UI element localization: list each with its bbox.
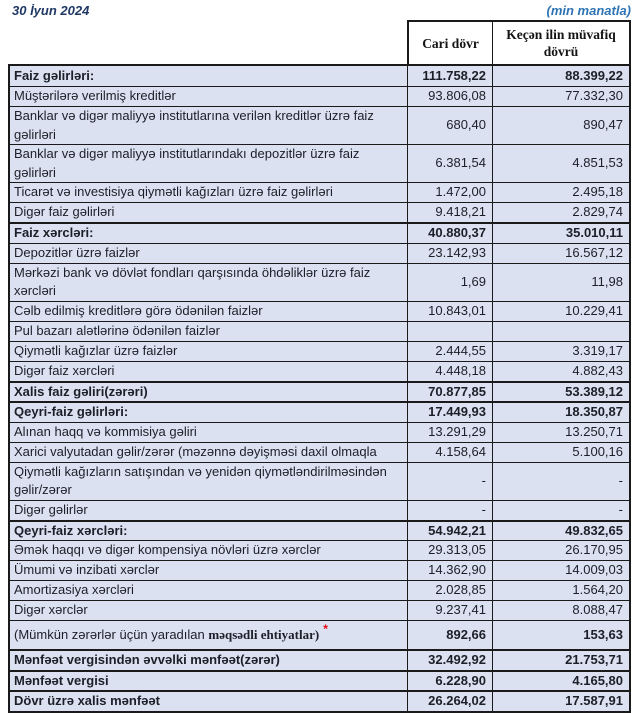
row-label: Amortizasiya xərcləri xyxy=(14,582,134,598)
unit-note: (min manatla) xyxy=(546,3,631,18)
row-label-cell xyxy=(10,66,407,86)
current-period-value: 70.877,85 xyxy=(407,383,492,402)
previous-period-value: 16.567,12 xyxy=(492,244,629,263)
row-label-wrap xyxy=(14,203,118,222)
table-row xyxy=(10,690,629,711)
row-label-cell xyxy=(10,224,407,243)
current-period-value: 54.942,21 xyxy=(407,522,492,541)
current-period-value: 9.418,21 xyxy=(407,203,492,222)
current-period-value: 40.880,37 xyxy=(407,224,492,243)
row-label: Faiz gəlirləri: xyxy=(14,67,95,83)
row-label-wrap xyxy=(14,522,131,541)
previous-period-value: 5.100,16 xyxy=(492,443,629,462)
current-period-value: 4.448,18 xyxy=(407,362,492,381)
row-label-cell xyxy=(10,362,407,381)
column-header-previous-period: Keçən ilin müvafiq dövrü xyxy=(492,20,631,64)
current-period-value: 10.843,01 xyxy=(407,302,492,321)
row-label: Qiymətli kağızlar üzrə faizlər xyxy=(14,342,178,358)
table-row xyxy=(10,341,629,361)
previous-period-value: 3.319,17 xyxy=(492,342,629,361)
current-period-value: 1.472,00 xyxy=(407,183,492,202)
previous-period-value: - xyxy=(492,501,629,520)
current-period-value: 6.228,90 xyxy=(407,672,492,691)
row-label-cell xyxy=(10,561,407,580)
table-row xyxy=(10,422,629,442)
current-period-value: 29.313,05 xyxy=(407,541,492,560)
previous-period-value: 153,63 xyxy=(492,621,629,649)
row-label-cell xyxy=(10,692,407,711)
table-row xyxy=(10,361,629,381)
previous-period-value: 4.851,53 xyxy=(492,145,629,182)
current-period-value: 9.237,41 xyxy=(407,601,492,620)
table-row xyxy=(10,670,629,691)
table-row xyxy=(10,243,629,263)
row-label: Banklar və digər maliyyə institutlarındakı depozitlər üzrə faiz gəlirləri xyxy=(14,146,360,180)
row-label: Depozitlər üzrə faizlər xyxy=(14,244,140,260)
row-label-wrap xyxy=(14,672,113,691)
row-label-wrap xyxy=(14,224,98,243)
row-label: Mənfəət vergisindən əvvəlki mənfəət(zərər) xyxy=(14,652,280,667)
row-label-cell xyxy=(10,443,407,462)
previous-period-value xyxy=(492,322,629,341)
current-period-value: - xyxy=(407,501,492,520)
row-label: Pul bazarı alətlərinə ödənilən faizlər xyxy=(14,322,220,338)
row-label-cell xyxy=(10,672,407,691)
table-row xyxy=(10,500,629,520)
table-row xyxy=(10,442,629,462)
row-label-wrap xyxy=(14,443,381,462)
table-row xyxy=(10,263,629,301)
row-label: Ümumi və inzibati xərclər xyxy=(14,562,160,578)
row-label-cell xyxy=(10,244,407,263)
table-row xyxy=(10,182,629,202)
current-period-value: 93.806,08 xyxy=(407,87,492,106)
row-label: Mərkəzi bank və dövlət fondları qarşısında öhdəliklər üzrə faiz xərcləri xyxy=(14,264,371,298)
current-period-value: 2.444,55 xyxy=(407,342,492,361)
table-row xyxy=(10,580,629,600)
previous-period-value: 26.170,95 xyxy=(492,541,629,560)
row-label-wrap xyxy=(14,322,224,341)
previous-period-value: 49.832,65 xyxy=(492,522,629,541)
previous-period-value: 35.010,11 xyxy=(492,224,629,243)
row-label: Cəlb edilmiş kreditlərə görə ödənilən faizlər xyxy=(14,302,263,318)
current-period-value: 680,40 xyxy=(407,107,492,144)
previous-period-value: 11,98 xyxy=(492,264,629,301)
row-label-wrap xyxy=(14,423,201,442)
table-row xyxy=(10,202,629,222)
table-row xyxy=(10,321,629,341)
table-row xyxy=(10,540,629,560)
table-row xyxy=(10,520,629,541)
row-label-wrap xyxy=(14,403,132,422)
current-period-value: 26.264,02 xyxy=(407,692,492,711)
table-row xyxy=(10,401,629,422)
row-label: Banklar və digər maliyyə institutlarına verilən kreditlər üzrə faiz gəlirləri xyxy=(14,108,374,142)
table-row xyxy=(10,222,629,243)
previous-period-value: 4.165,80 xyxy=(492,672,629,691)
previous-period-value: 890,47 xyxy=(492,107,629,144)
current-period-value: 32.492,92 xyxy=(407,651,492,670)
row-label: Müştərilərə verilmiş kreditlər xyxy=(14,88,176,104)
table-row xyxy=(10,600,629,620)
row-label-wrap xyxy=(14,302,267,321)
row-label-wrap xyxy=(14,362,118,381)
row-label-wrap xyxy=(14,601,92,620)
table-row xyxy=(10,620,629,649)
previous-period-value: 2.495,18 xyxy=(492,183,629,202)
row-label-cell xyxy=(10,501,407,520)
row-label: Faiz xərcləri: xyxy=(14,225,94,240)
current-period-value: 892,66 xyxy=(407,621,492,649)
row-label-cell xyxy=(10,621,407,649)
row-label-serif: məqsədli ehtiyatlar) xyxy=(208,626,320,642)
current-period-value: 6.381,54 xyxy=(407,145,492,182)
current-period-value: 4.158,64 xyxy=(407,443,492,462)
table-row xyxy=(10,66,629,86)
previous-period-value: 2.829,74 xyxy=(492,203,629,222)
footnote-asterisk: * xyxy=(323,622,328,637)
table-row xyxy=(10,649,629,670)
row-label-cell xyxy=(10,403,407,422)
row-label-cell xyxy=(10,541,407,560)
row-label: Mənfəət vergisi xyxy=(14,672,109,688)
current-period-value: 14.362,90 xyxy=(407,561,492,580)
row-label-cell xyxy=(10,302,407,321)
table-header xyxy=(8,20,631,64)
row-label-cell xyxy=(10,463,407,500)
table-row xyxy=(10,301,629,321)
row-label: Dövr üzrə xalis mənfəət xyxy=(14,693,160,708)
row-label-wrap xyxy=(14,581,138,600)
top-bar xyxy=(0,0,639,20)
row-label: Qeyri-faiz gəlirləri: xyxy=(14,404,129,419)
row-label-wrap xyxy=(14,651,284,670)
previous-period-value: 88.399,22 xyxy=(492,66,629,86)
current-period-value: 1,69 xyxy=(407,264,492,301)
table-body xyxy=(8,64,631,713)
previous-period-value: 14.009,03 xyxy=(492,561,629,580)
row-label-cell xyxy=(10,107,407,144)
report-date: 30 İyun 2024 xyxy=(12,3,90,18)
previous-period-value: 4.882,43 xyxy=(492,362,629,381)
row-label: Digər gəlirlər xyxy=(14,501,88,517)
current-period-value: 2.028,85 xyxy=(407,581,492,600)
row-label-wrap xyxy=(14,67,98,86)
row-label-cell xyxy=(10,342,407,361)
current-period-value: 13.291,29 xyxy=(407,423,492,442)
table-row xyxy=(10,560,629,580)
row-label: Xalis faiz gəliri(zərəri) xyxy=(14,383,148,399)
previous-period-value: - xyxy=(492,463,629,500)
row-label-cell xyxy=(10,145,407,182)
previous-period-value: 21.753,71 xyxy=(492,651,629,670)
income-statement-table xyxy=(8,20,631,713)
row-label-cell xyxy=(10,383,407,402)
current-period-value: 23.142,93 xyxy=(407,244,492,263)
row-label-cell xyxy=(10,183,407,202)
row-label: Qiymətli kağızların satışından və yenidən qiymətləndirilməsindən gəlir/zərər xyxy=(14,463,387,497)
previous-period-value: 13.250,71 xyxy=(492,423,629,442)
row-label-wrap xyxy=(14,244,144,263)
row-label: (Mümkün zərərlər üçün yaradılan xyxy=(14,626,209,642)
row-label-wrap xyxy=(14,463,403,500)
previous-period-value: 53.389,12 xyxy=(492,383,629,402)
row-label: Ticarət və investisiya qiymətli kağızları üzrə faiz gəlirləri xyxy=(14,184,333,200)
table-row xyxy=(10,144,629,182)
table-row xyxy=(10,106,629,144)
row-label-wrap xyxy=(14,541,325,560)
row-label-wrap xyxy=(14,183,337,202)
previous-period-value: 18.350,87 xyxy=(492,403,629,422)
row-label-wrap xyxy=(14,264,403,301)
row-label-wrap xyxy=(14,561,163,580)
row-label-cell xyxy=(10,322,407,341)
row-label-wrap xyxy=(14,87,180,106)
table-row xyxy=(10,381,629,402)
row-label: Əmək haqqı və digər kompensiya növləri üzrə xərclər xyxy=(14,542,321,558)
row-label-cell xyxy=(10,203,407,222)
row-label-wrap xyxy=(14,107,403,144)
column-header-current-period: Cari dövr xyxy=(407,20,492,64)
row-label-cell xyxy=(10,601,407,620)
row-label: Digər faiz gəlirləri xyxy=(14,204,115,220)
row-label-cell xyxy=(10,423,407,442)
row-label-wrap xyxy=(14,145,403,182)
current-period-value xyxy=(407,322,492,341)
row-label: Alınan haqq və kommisiya gəliri xyxy=(14,423,197,439)
row-label-cell xyxy=(10,522,407,541)
row-label-wrap xyxy=(14,342,181,361)
row-label: Digər faiz xərcləri xyxy=(14,362,115,378)
current-period-value: - xyxy=(407,463,492,500)
current-period-value: 17.449,93 xyxy=(407,403,492,422)
previous-period-value: 17.587,91 xyxy=(492,692,629,711)
row-label-wrap xyxy=(14,383,152,402)
row-label-cell xyxy=(10,651,407,670)
row-label: Qeyri-faiz xərcləri: xyxy=(14,522,128,538)
previous-period-value: 10.229,41 xyxy=(492,302,629,321)
previous-period-value: 77.332,30 xyxy=(492,87,629,106)
table-row xyxy=(10,462,629,500)
row-label: Digər xərclər xyxy=(14,602,88,618)
row-label-cell xyxy=(10,264,407,301)
row-label-wrap xyxy=(14,501,92,520)
row-label: Xarici valyutadan gəlir/zərər (məzənnə dəyişməsi daxil olmaqla xyxy=(14,443,377,459)
row-label-wrap xyxy=(14,622,328,645)
header-spacer xyxy=(8,20,407,64)
current-period-value: 111.758,22 xyxy=(407,66,492,86)
row-label-cell xyxy=(10,87,407,106)
row-label-wrap xyxy=(14,692,164,711)
previous-period-value: 1.564,20 xyxy=(492,581,629,600)
row-label-cell xyxy=(10,581,407,600)
previous-period-value: 8.088,47 xyxy=(492,601,629,620)
table-row xyxy=(10,86,629,106)
